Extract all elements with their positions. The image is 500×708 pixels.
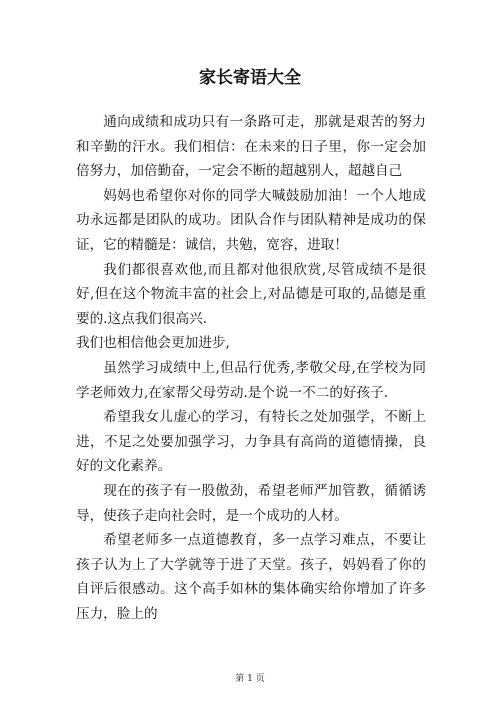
paragraph-7: 现在的孩子有一股傲劲，希望老师严加管教，循循诱导，使孩子走向社会时，是一个成功的人材。 [76,482,426,524]
paragraph-3: 我们都很喜欢他,而且都对他很欣赏,尽管成绩不是很好,但在这个物流丰富的社会上,对品德是可取的,品德是重要的.这点我们很高兴. [76,261,426,327]
paragraph-4: 我们也相信他会更加进步, [76,335,230,352]
paragraph-1: 通向成绩和成功只有一条路可走，那就是艰苦的努力和辛勤的汗水。我们相信：在未来的日子里，你一定会加倍努力，加倍勤奋，一定会不断的超越别人，超越自己 [76,114,426,180]
page-number: 第 1 页 [235,674,265,684]
paragraph-2: 妈妈也希望你对你的同学大喊鼓励加油！一个人地成功永远都是团队的成功。团队合作与团队精神是成功的保证，它的精髓是：诚信，共勉，宽容，进取！ [76,187,426,253]
page-title: 家长寄语大全 [199,68,301,88]
document-body [76,110,426,626]
paragraph-8: 希望老师多一点道德教育，多一点学习难点，不要让孩子认为上了大学就等于进了天堂。孩子，妈妈看了你的自评后很感动。这个高手如林的集体确实给你增加了许多压力，脸上的 [76,532,426,622]
paragraph-5: 虽然学习成绩中上,但品行优秀,孝敬父母,在学校为同学老师效力,在家帮父母劳动.是个说一不二的好孩子. [76,359,426,401]
paragraph-6: 希望我女儿虚心的学习，有特长之处加强学，不断上进，不足之处要加强学习，力争具有高尚的道德情操，良好的文化素养。 [76,409,426,475]
